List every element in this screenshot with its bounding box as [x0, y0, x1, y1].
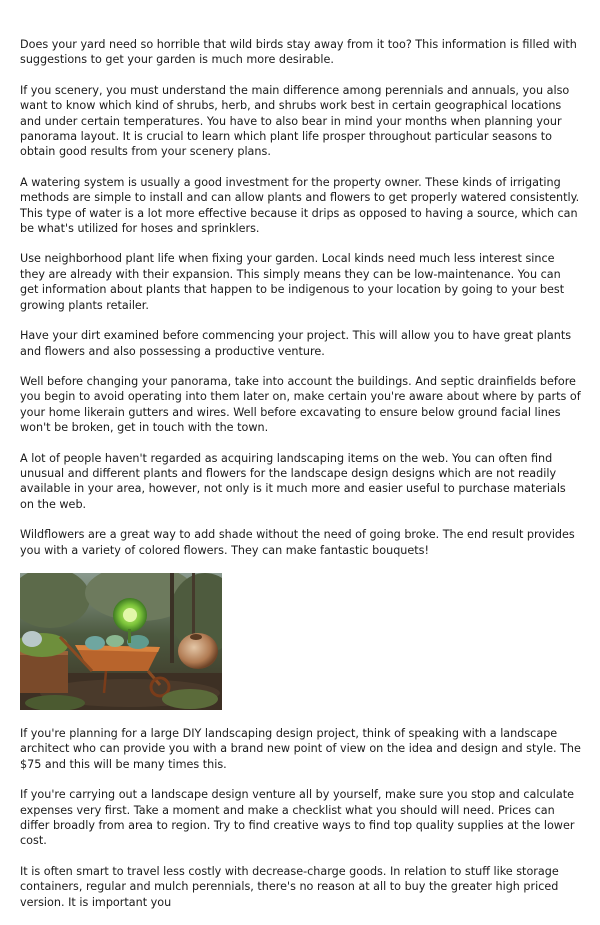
- article-body: [20, 37, 582, 925]
- paragraph: Wildflowers are a great way to add shade without the need of going broke. The end result provides you with a variety of colored flowers. They can make fantastic bouquets!: [20, 528, 575, 557]
- paragraph: Have your dirt examined before commencing your project. This will allow you to have great plants and flowers and also possessing a productive venture.: [20, 329, 572, 358]
- paragraph: If you scenery, you must understand the main difference among perennials and annuals, you also want to know which kind of shrubs, herb, and shrubs work best in certain geographical locations and under certain temperatures. You have to also bear in mind your months when planning your panorama layout. It is crucial to learn which plant life prosper throughout particular seasons to obtain good results from your scenery plans.: [20, 83, 570, 159]
- paragraph: If you're planning for a large DIY landscaping design project, think of speaking with a landscape architect who can provide you with a brand new point of view on the idea and design and style. The $75 and this will be many times this.: [20, 726, 581, 771]
- paragraph: A watering system is usually a good investment for the property owner. These kinds of irrigating methods are simple to install and can allow plants and flowers to get properly watered consistently. This type of water is a lot more effective because it drips as opposed to having a source, which can be what's utilized for hoses and sprinklers.: [20, 175, 580, 236]
- garden-wheelbarrow-photo: [20, 573, 222, 710]
- paragraph: Does your yard need so horrible that wild birds stay away from it too? This information is filled with suggestions to get your garden is much more desirable.: [20, 38, 577, 67]
- garden-photo-illustration: [20, 573, 222, 710]
- paragraph: Well before changing your panorama, take into account the buildings. And septic drainfields before you begin to avoid operating into them later on, make certain you're aware about where by parts of your home likerain gutters and wires. Well before excavating to ensure below ground facial lines won't be broken, get in touch with the town.: [20, 374, 581, 435]
- paragraph: A lot of people haven't regarded as acquiring landscaping items on the web. You can often find unusual and different plants and flowers for the landscape design designs which are not readily available in your area, however, not only is it much more and easier useful to purchase materials on the web.: [20, 451, 566, 511]
- paragraph: Use neighborhood plant life when fixing your garden. Local kinds need much less interest since they are already with their expansion. This simply means they can be low-maintenance. You can get information about plants that happen to be indigenous to your location by going to your best growing plants retailer.: [20, 252, 565, 312]
- paragraph: It is often smart to travel less costly with decrease-charge goods. In relation to stuff like storage containers, regular and mulch perennials, there's no reason at all to buy the greater high priced version. It is important you: [20, 864, 559, 909]
- paragraph: If you're carrying out a landscape design venture all by yourself, make sure you stop and calculate expenses very first. Take a moment and make a checklist what you should will need. Prices can differ broadly from area to region. Try to find creative ways to find top quality supplies at the lower cost.: [20, 788, 575, 848]
